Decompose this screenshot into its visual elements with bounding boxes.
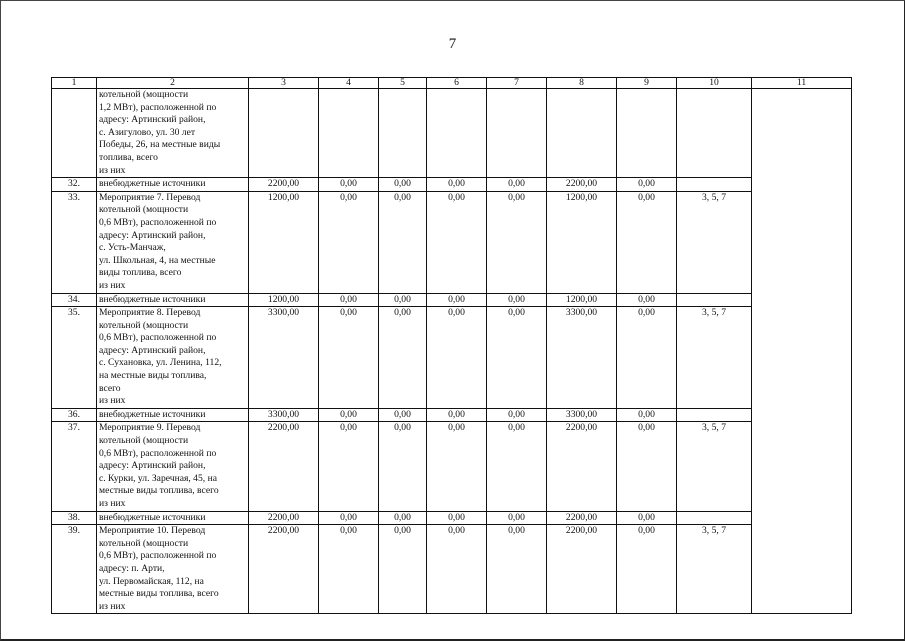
- table-cell: [379, 89, 427, 178]
- amount-cell: 0,00: [319, 191, 379, 293]
- amount-cell: 0,00: [379, 525, 427, 614]
- amount-cell: 0,00: [487, 408, 547, 422]
- amount-total-cell: 1200,00: [249, 293, 319, 307]
- amount-total-cell: 3300,00: [249, 408, 319, 422]
- header-cell: 1: [52, 78, 97, 89]
- row-number-cell: 36.: [52, 408, 97, 422]
- row-description: Мероприятие 9. Перевод котельной (мощности 0,6 МВт), расположенной по адресу: Артинский район, с. Курки, ул. Заречная, 45, на местные виды топлива, всего из них: [97, 422, 249, 511]
- reference-cell: [677, 178, 752, 192]
- row-number-cell: 33.: [52, 191, 97, 293]
- row-number-cell: 38.: [52, 511, 97, 525]
- amount-cell: 0,00: [379, 422, 427, 511]
- column-11-cell: [752, 89, 852, 614]
- amount-cell: 0,00: [427, 422, 487, 511]
- row-description: внебюджетные источники: [97, 408, 249, 422]
- table-cell: [249, 89, 319, 178]
- header-cell: 10: [677, 78, 752, 89]
- table-cell: [677, 89, 752, 178]
- header-cell: 4: [319, 78, 379, 89]
- row-description: Мероприятие 10. Перевод котельной (мощности 0,6 МВт), расположенной по адресу: п. Арти, ул. Первомайская, 112, на местные виды топлива, всего из них: [97, 525, 249, 614]
- amount-cell: 0,00: [379, 293, 427, 307]
- amount-total-cell: 2200,00: [249, 525, 319, 614]
- amount-cell: 0,00: [617, 422, 677, 511]
- row-description: внебюджетные источники: [97, 511, 249, 525]
- amount-cell: 0,00: [617, 408, 677, 422]
- table-cell: [319, 89, 379, 178]
- table-row: [52, 307, 852, 409]
- header-cell: 11: [752, 78, 852, 89]
- header-cell: 7: [487, 78, 547, 89]
- reference-cell: [677, 511, 752, 525]
- header-cell: 8: [547, 78, 617, 89]
- amount-total-cell: 2200,00: [249, 422, 319, 511]
- amount-cell: 1200,00: [547, 191, 617, 293]
- amount-cell: 0,00: [427, 511, 487, 525]
- reference-cell: 3, 5, 7: [677, 422, 752, 511]
- amount-cell: 0,00: [427, 408, 487, 422]
- reference-cell: [677, 293, 752, 307]
- amount-cell: 0,00: [319, 525, 379, 614]
- row-number-cell: 34.: [52, 293, 97, 307]
- amount-cell: 0,00: [617, 511, 677, 525]
- amount-cell: 0,00: [617, 191, 677, 293]
- row-description: внебюджетные источники: [97, 293, 249, 307]
- amount-cell: 0,00: [319, 408, 379, 422]
- amount-cell: 0,00: [379, 178, 427, 192]
- amount-cell: 0,00: [617, 307, 677, 409]
- row-number-cell: 32.: [52, 178, 97, 192]
- amount-total-cell: 2200,00: [249, 511, 319, 525]
- amount-cell: 0,00: [487, 525, 547, 614]
- amount-cell: 2200,00: [547, 422, 617, 511]
- amount-cell: 0,00: [319, 178, 379, 192]
- header-cell: 3: [249, 78, 319, 89]
- table-row: [52, 293, 852, 307]
- amount-cell: 0,00: [427, 178, 487, 192]
- table-row: [52, 191, 852, 293]
- row-description: котельной (мощности 1,2 МВт), расположенной по адресу: Артинский район, с. Азигулово, ул. 30 лет Победы, 26, на местные виды топлива, всего из них: [97, 89, 249, 178]
- amount-cell: 0,00: [487, 293, 547, 307]
- header-cell: 6: [427, 78, 487, 89]
- table-row: [52, 408, 852, 422]
- table-cell: [617, 89, 677, 178]
- amount-cell: 3300,00: [547, 408, 617, 422]
- row-description: внебюджетные источники: [97, 178, 249, 192]
- amount-cell: 0,00: [487, 511, 547, 525]
- table-cell: [547, 89, 617, 178]
- amount-cell: 0,00: [427, 191, 487, 293]
- header-cell: 5: [379, 78, 427, 89]
- table-row-continuation: [52, 89, 852, 178]
- table-row: [52, 525, 852, 614]
- reference-cell: 3, 5, 7: [677, 191, 752, 293]
- amount-cell: 0,00: [617, 525, 677, 614]
- amount-cell: 0,00: [319, 307, 379, 409]
- reference-cell: 3, 5, 7: [677, 307, 752, 409]
- row-number-cell: 35.: [52, 307, 97, 409]
- row-number-cell: 39.: [52, 525, 97, 614]
- reference-cell: [677, 408, 752, 422]
- amount-cell: 3300,00: [547, 307, 617, 409]
- amount-cell: 2200,00: [547, 178, 617, 192]
- row-number-cell: [52, 89, 97, 178]
- amount-total-cell: 3300,00: [249, 307, 319, 409]
- amount-cell: 0,00: [487, 307, 547, 409]
- row-number-cell: 37.: [52, 422, 97, 511]
- row-description: Мероприятие 7. Перевод котельной (мощности 0,6 МВт), расположенной по адресу: Артинский район, с. Усть-Манчаж, ул. Школьная, 4, на местные виды топлива, всего из них: [97, 191, 249, 293]
- amount-total-cell: 1200,00: [249, 191, 319, 293]
- amount-cell: 0,00: [319, 293, 379, 307]
- table-header-row: [52, 78, 852, 89]
- header-cell: 2: [97, 78, 249, 89]
- amount-cell: 1200,00: [547, 293, 617, 307]
- amount-cell: 2200,00: [547, 511, 617, 525]
- amount-cell: 0,00: [427, 307, 487, 409]
- amount-cell: 0,00: [379, 408, 427, 422]
- amount-cell: 0,00: [427, 293, 487, 307]
- amount-cell: 0,00: [379, 511, 427, 525]
- table-row: [52, 422, 852, 511]
- reference-cell: 3, 5, 7: [677, 525, 752, 614]
- amount-cell: 0,00: [379, 307, 427, 409]
- amount-cell: 0,00: [487, 422, 547, 511]
- amount-cell: 0,00: [487, 178, 547, 192]
- amount-cell: 2200,00: [547, 525, 617, 614]
- amount-cell: 0,00: [617, 178, 677, 192]
- table-row: [52, 178, 852, 192]
- amount-cell: 0,00: [319, 422, 379, 511]
- header-cell: 9: [617, 78, 677, 89]
- table-cell: [487, 89, 547, 178]
- amount-cell: 0,00: [427, 525, 487, 614]
- page-number: 7: [448, 36, 457, 52]
- table-cell: [427, 89, 487, 178]
- amount-cell: 0,00: [487, 191, 547, 293]
- row-description: Мероприятие 8. Перевод котельной (мощности 0,6 МВт), расположенной по адресу: Артинский район, с. Сухановка, ул. Ленина, 112, на местные виды топлива, всего из них: [97, 307, 249, 409]
- amount-cell: 0,00: [617, 293, 677, 307]
- amount-cell: 0,00: [379, 191, 427, 293]
- amount-cell: 0,00: [319, 511, 379, 525]
- table-row: [52, 511, 852, 525]
- amount-total-cell: 2200,00: [249, 178, 319, 192]
- budget-table: [51, 77, 852, 614]
